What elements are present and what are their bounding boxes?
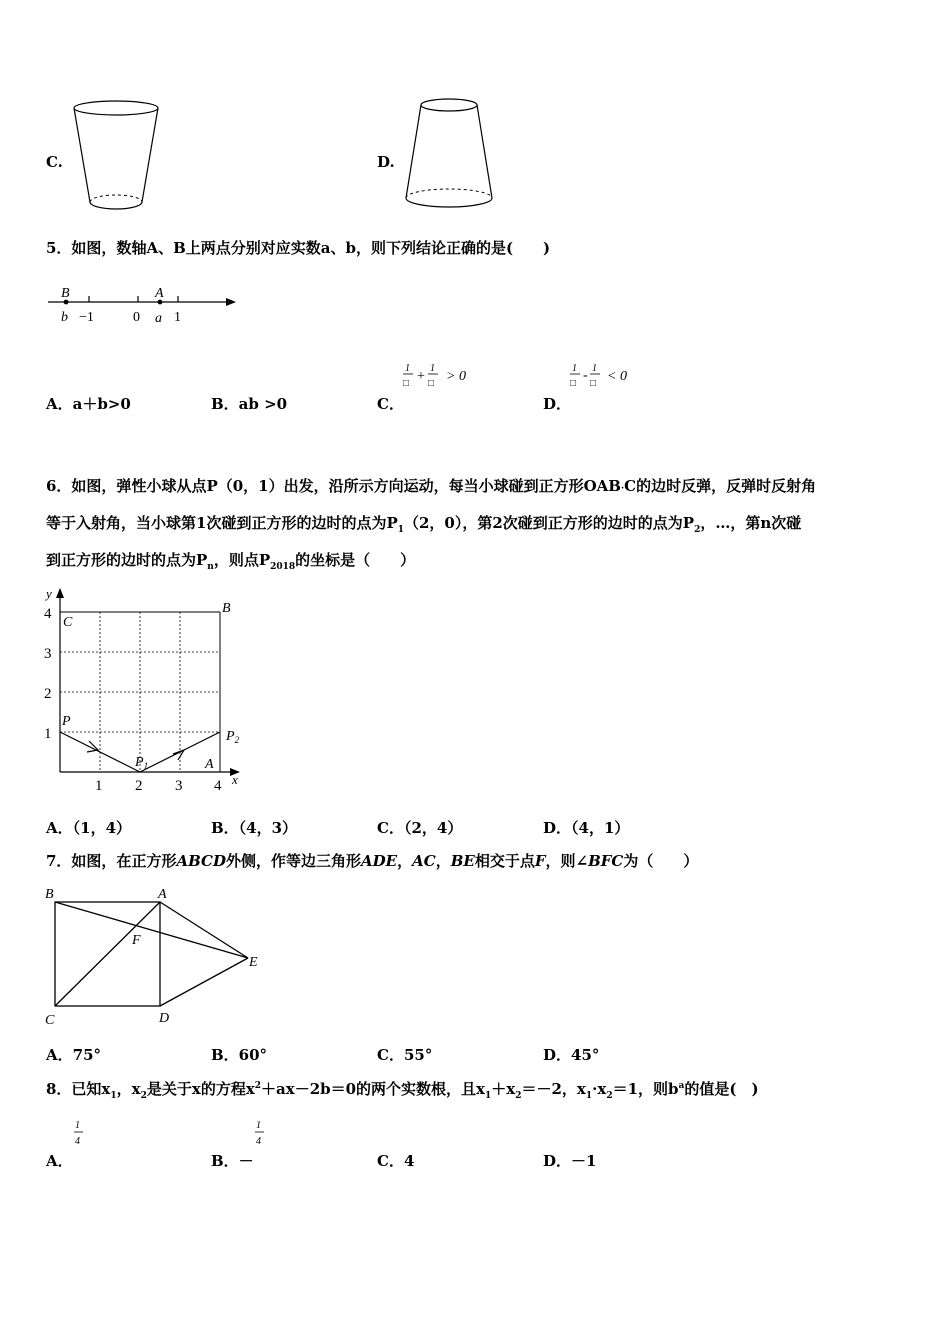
q6-coordinate-figure xyxy=(38,584,250,794)
numberline-tick-0: 0 xyxy=(133,310,140,325)
graph-x-tick-2: 2 xyxy=(135,778,143,794)
svg-text:4: 4 xyxy=(256,1136,261,1147)
q7-stem: 7．如图，在正方形ABCD外侧，作等边三角形ADE，AC，BE相交于点F，则∠BFC为（ ） xyxy=(46,852,699,870)
numberline-tick-1: 1 xyxy=(174,310,181,325)
q5-option-b: B．ab >0 xyxy=(211,395,288,413)
graph-point-p2: $P_2$ xyxy=(226,729,240,745)
fig7-point-c: C xyxy=(45,1013,55,1028)
graph-x-axis-label: x xyxy=(232,772,238,787)
svg-text:□: □ xyxy=(428,378,435,389)
graph-point-p1: $P_1$ xyxy=(135,755,149,771)
svg-text:□: □ xyxy=(403,378,410,389)
svg-text:-: - xyxy=(583,368,588,383)
graph-x-tick-4: 4 xyxy=(214,778,222,794)
fig7-point-a: A xyxy=(158,887,167,902)
graph-y-tick-4: 4 xyxy=(44,606,52,622)
q7-option-b: B．60° xyxy=(211,1046,268,1064)
q7-option-a: A．75° xyxy=(46,1046,102,1064)
q6-option-b: B．（4，3） xyxy=(211,819,298,837)
q5-number-line xyxy=(44,282,244,326)
q6-option-a: A．（1，4） xyxy=(46,819,132,837)
q5-option-c: C． xyxy=(377,395,404,413)
graph-x-tick-3: 3 xyxy=(175,778,183,794)
q5-option-c-expression xyxy=(402,360,482,392)
q6-option-c: C．（2，4） xyxy=(377,819,463,837)
q6-stem-line2: 等于入射角，当小球第1次碰到正方形的边时的点为$P_1(2$，0），第2次碰到正方形的边时的点为$P_2$，…，第n次碰 xyxy=(46,514,802,535)
numberline-tick-a: a xyxy=(155,311,162,326)
q5-option-d-expression xyxy=(569,360,649,392)
svg-text:1: 1 xyxy=(256,1120,261,1131)
q4-option-d-cup-figure xyxy=(402,96,496,216)
svg-text:1: 1 xyxy=(430,363,435,374)
numberline-label-a: A xyxy=(155,286,164,301)
q5-option-a: A．a＋b>0 xyxy=(46,395,131,413)
q7-option-d: D．45° xyxy=(543,1046,600,1064)
q5-option-d: D． xyxy=(543,395,572,413)
fig7-point-f: F xyxy=(132,933,141,948)
q8-option-a: A． xyxy=(46,1152,73,1170)
q8-option-c: C．4 xyxy=(377,1152,415,1170)
fig7-point-b: B xyxy=(45,887,54,902)
graph-y-tick-2: 2 xyxy=(44,686,52,702)
graph-y-tick-1: 1 xyxy=(44,726,52,742)
svg-text:1: 1 xyxy=(592,363,597,374)
graph-x-tick-1: 1 xyxy=(95,778,103,794)
svg-text:1: 1 xyxy=(572,363,577,374)
graph-point-a: A xyxy=(205,757,214,772)
q6-stem-line3: 到正方形的边时的点为$P_n$，则点$P_{2018}$的坐标是（ ） xyxy=(46,551,416,572)
q8-option-d: D．－1 xyxy=(543,1152,597,1170)
svg-text:> 0: > 0 xyxy=(446,369,466,384)
numberline-label-b: B xyxy=(61,286,70,301)
q7-option-c: C．55° xyxy=(377,1046,433,1064)
q8-option-b-fraction xyxy=(253,1118,267,1148)
q8-stem: 8．已知$x_1$，$x_2$是关于x的方程$x^2+ax-2b=0$的两个实数根，且$x_1+x_2=-2$，$x_1\cdot x_2=1$，则$b^a$的值是( ) xyxy=(46,1080,759,1101)
svg-text:+: + xyxy=(417,369,425,384)
q4-option-d-label: D. xyxy=(377,153,395,171)
svg-text:< 0: < 0 xyxy=(607,369,627,384)
q7-square-triangle-figure xyxy=(40,882,266,1030)
svg-text:□: □ xyxy=(570,378,577,389)
q6-option-d: D．（4，1） xyxy=(543,819,630,837)
q4-option-c-cup-figure xyxy=(70,98,162,216)
q4-option-c-label: C. xyxy=(46,153,63,171)
graph-y-tick-3: 3 xyxy=(44,646,52,662)
graph-point-c: C xyxy=(63,615,73,630)
svg-text:1: 1 xyxy=(75,1120,80,1131)
numberline-tick-b: b xyxy=(61,310,68,325)
svg-text:□: □ xyxy=(590,378,597,389)
fig7-point-e: E xyxy=(249,955,258,970)
svg-text:1: 1 xyxy=(405,363,410,374)
graph-point-b: B xyxy=(222,601,231,616)
q6-stem-line1: 6．如图，弹性小球从点P（0，1）出发，沿所示方向运动，每当小球碰到正方形OAB·C的边时反弹，反弹时反射角 xyxy=(46,477,817,495)
svg-text:4: 4 xyxy=(75,1136,80,1147)
graph-point-p: P xyxy=(62,714,71,729)
graph-y-axis-label: y xyxy=(46,586,52,601)
q8-option-a-fraction xyxy=(72,1118,86,1148)
q5-stem: 5．如图，数轴A、B上两点分别对应实数a、b，则下列结论正确的是( ) xyxy=(46,239,551,257)
fig7-point-d: D xyxy=(159,1011,170,1026)
numberline-tick-minus1: −1 xyxy=(79,310,94,325)
q8-option-b: B．－ xyxy=(211,1152,254,1170)
